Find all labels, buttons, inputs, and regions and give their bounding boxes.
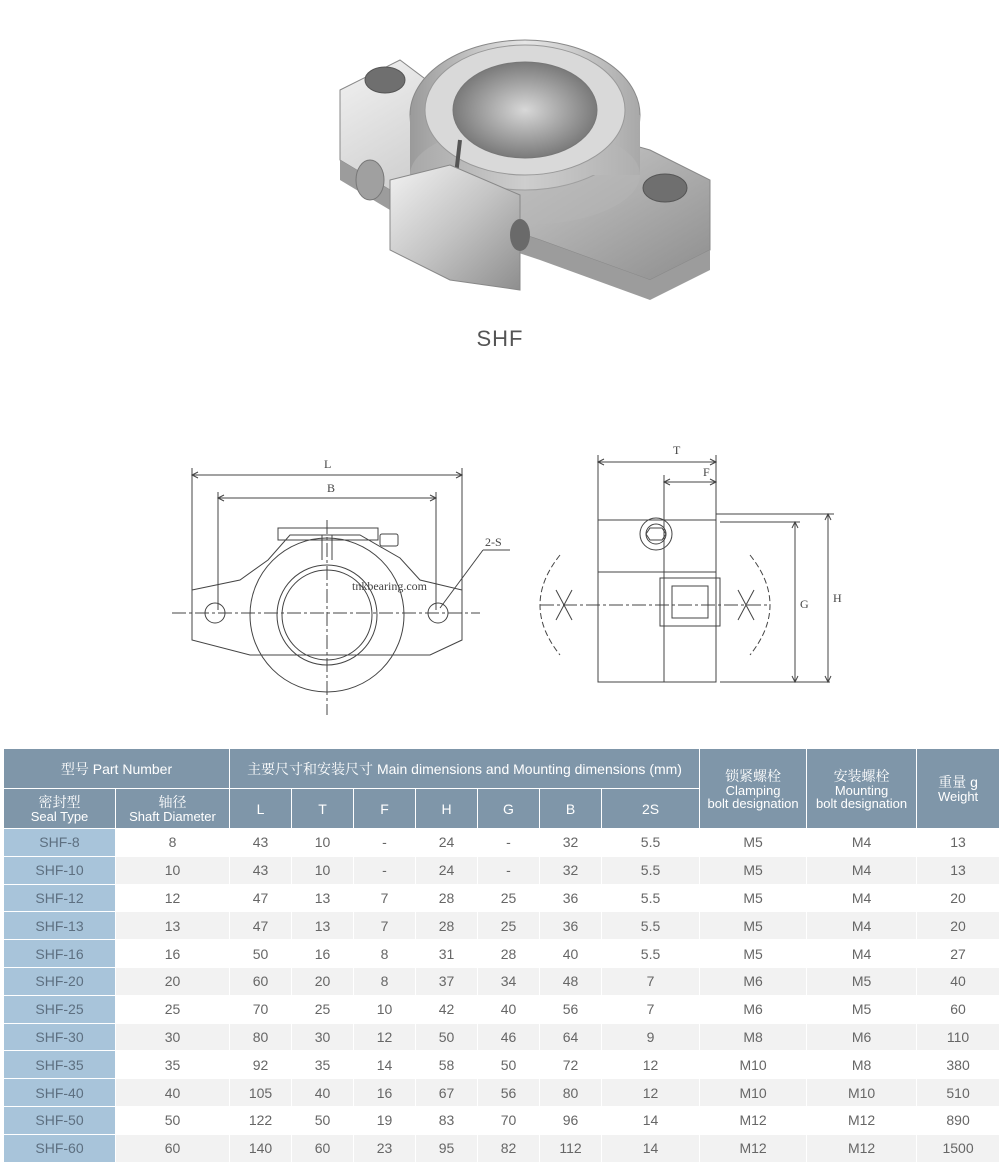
clamping-bolt-cell: M5 bbox=[700, 912, 807, 940]
t-cell: 20 bbox=[292, 967, 354, 995]
t-cell: 60 bbox=[292, 1134, 354, 1162]
f-cell: 10 bbox=[354, 995, 416, 1023]
table-row bbox=[4, 1106, 1000, 1134]
table-row bbox=[4, 829, 1000, 857]
mounting-bolt-cell: M4 bbox=[807, 856, 917, 884]
shaft-diameter-cell: 40 bbox=[116, 1079, 230, 1107]
seal-type-cell: SHF-60 bbox=[4, 1134, 116, 1162]
mounting-bolt-cell: M8 bbox=[807, 1051, 917, 1079]
b-cell: 64 bbox=[540, 1023, 602, 1051]
weight-cell: 40 bbox=[917, 967, 1000, 995]
g-cell: 70 bbox=[478, 1106, 540, 1134]
seal-type-cell: SHF-8 bbox=[4, 829, 116, 857]
g-cell: 40 bbox=[478, 995, 540, 1023]
g-cell: - bbox=[478, 829, 540, 857]
b-cell: 40 bbox=[540, 940, 602, 968]
seal-type-cell: SHF-12 bbox=[4, 884, 116, 912]
dim-label-t: T bbox=[673, 443, 681, 457]
seal-type-cell: SHF-20 bbox=[4, 967, 116, 995]
h-cell: 83 bbox=[416, 1106, 478, 1134]
h-cell: 37 bbox=[416, 967, 478, 995]
mounting-bolt-cell: M4 bbox=[807, 940, 917, 968]
dim-label-l: L bbox=[324, 457, 332, 471]
t-cell: 40 bbox=[292, 1079, 354, 1107]
seal-type-cell: SHF-10 bbox=[4, 856, 116, 884]
weight-cell: 20 bbox=[917, 912, 1000, 940]
2s-cell: 12 bbox=[602, 1051, 700, 1079]
shaft-diameter-cell: 20 bbox=[116, 967, 230, 995]
header-col-l: L bbox=[230, 789, 292, 829]
l-cell: 60 bbox=[230, 967, 292, 995]
mounting-bolt-cell: M5 bbox=[807, 967, 917, 995]
weight-cell: 110 bbox=[917, 1023, 1000, 1051]
mounting-bolt-cell: M6 bbox=[807, 1023, 917, 1051]
h-cell: 58 bbox=[416, 1051, 478, 1079]
header-part-number: 型号 Part Number bbox=[4, 749, 230, 789]
header-col-g: G bbox=[478, 789, 540, 829]
dim-label-2s: 2-S bbox=[485, 535, 502, 549]
l-cell: 43 bbox=[230, 856, 292, 884]
mounting-bolt-cell: M4 bbox=[807, 912, 917, 940]
weight-cell: 60 bbox=[917, 995, 1000, 1023]
clamping-bolt-cell: M6 bbox=[700, 967, 807, 995]
2s-cell: 9 bbox=[602, 1023, 700, 1051]
header-seal-type: 密封型 Seal Type bbox=[4, 789, 116, 829]
t-cell: 13 bbox=[292, 912, 354, 940]
header-col-2s: 2S bbox=[602, 789, 700, 829]
side-view bbox=[540, 443, 842, 682]
technical-drawing bbox=[0, 430, 1000, 730]
f-cell: 7 bbox=[354, 884, 416, 912]
clamping-bolt-cell: M5 bbox=[700, 829, 807, 857]
t-cell: 13 bbox=[292, 884, 354, 912]
g-cell: 82 bbox=[478, 1134, 540, 1162]
weight-cell: 20 bbox=[917, 884, 1000, 912]
b-cell: 36 bbox=[540, 884, 602, 912]
2s-cell: 5.5 bbox=[602, 912, 700, 940]
dim-label-b: B bbox=[327, 481, 336, 495]
f-cell: 19 bbox=[354, 1106, 416, 1134]
header-col-b: B bbox=[540, 789, 602, 829]
clamping-bolt-cell: M5 bbox=[700, 940, 807, 968]
g-cell: 25 bbox=[478, 884, 540, 912]
l-cell: 105 bbox=[230, 1079, 292, 1107]
l-cell: 70 bbox=[230, 995, 292, 1023]
table-row bbox=[4, 995, 1000, 1023]
l-cell: 140 bbox=[230, 1134, 292, 1162]
g-cell: 34 bbox=[478, 967, 540, 995]
model-label: SHF bbox=[476, 326, 524, 351]
l-cell: 47 bbox=[230, 884, 292, 912]
mounting-bolt-cell: M4 bbox=[807, 884, 917, 912]
b-cell: 112 bbox=[540, 1134, 602, 1162]
shaft-diameter-cell: 12 bbox=[116, 884, 230, 912]
header-main-dimensions: 主要尺寸和安装尺寸 Main dimensions and Mounting dimensions (mm) bbox=[230, 749, 700, 789]
f-cell: 16 bbox=[354, 1079, 416, 1107]
f-cell: - bbox=[354, 856, 416, 884]
h-cell: 31 bbox=[416, 940, 478, 968]
h-cell: 24 bbox=[416, 829, 478, 857]
mounting-bolt-cell: M12 bbox=[807, 1106, 917, 1134]
f-cell: - bbox=[354, 829, 416, 857]
t-cell: 30 bbox=[292, 1023, 354, 1051]
watermark: tnkbearing.com bbox=[352, 579, 427, 593]
2s-cell: 14 bbox=[602, 1134, 700, 1162]
t-cell: 10 bbox=[292, 856, 354, 884]
2s-cell: 5.5 bbox=[602, 884, 700, 912]
weight-cell: 890 bbox=[917, 1106, 1000, 1134]
t-cell: 35 bbox=[292, 1051, 354, 1079]
table-row bbox=[4, 967, 1000, 995]
shaft-diameter-cell: 10 bbox=[116, 856, 230, 884]
b-cell: 80 bbox=[540, 1079, 602, 1107]
b-cell: 32 bbox=[540, 856, 602, 884]
mounting-bolt-cell: M4 bbox=[807, 829, 917, 857]
clamping-bolt-cell: M10 bbox=[700, 1079, 807, 1107]
seal-type-cell: SHF-13 bbox=[4, 912, 116, 940]
seal-type-cell: SHF-30 bbox=[4, 1023, 116, 1051]
mounting-bolt-cell: M10 bbox=[807, 1079, 917, 1107]
weight-cell: 27 bbox=[917, 940, 1000, 968]
b-cell: 32 bbox=[540, 829, 602, 857]
clamping-bolt-cell: M8 bbox=[700, 1023, 807, 1051]
shaft-diameter-cell: 60 bbox=[116, 1134, 230, 1162]
header-mounting-bolt: 安装螺栓 Mounting bolt designation bbox=[807, 749, 917, 829]
h-cell: 24 bbox=[416, 856, 478, 884]
clamping-bolt-cell: M5 bbox=[700, 884, 807, 912]
clamping-bolt-cell: M6 bbox=[700, 995, 807, 1023]
weight-cell: 510 bbox=[917, 1079, 1000, 1107]
dim-label-f: F bbox=[703, 465, 710, 479]
g-cell: 46 bbox=[478, 1023, 540, 1051]
f-cell: 23 bbox=[354, 1134, 416, 1162]
b-cell: 48 bbox=[540, 967, 602, 995]
seal-type-cell: SHF-40 bbox=[4, 1079, 116, 1107]
shaft-diameter-cell: 8 bbox=[116, 829, 230, 857]
header-col-f: F bbox=[354, 789, 416, 829]
table-row bbox=[4, 884, 1000, 912]
h-cell: 42 bbox=[416, 995, 478, 1023]
b-cell: 96 bbox=[540, 1106, 602, 1134]
clamping-bolt-cell: M10 bbox=[700, 1051, 807, 1079]
2s-cell: 5.5 bbox=[602, 856, 700, 884]
seal-type-cell: SHF-35 bbox=[4, 1051, 116, 1079]
l-cell: 80 bbox=[230, 1023, 292, 1051]
t-cell: 25 bbox=[292, 995, 354, 1023]
f-cell: 8 bbox=[354, 967, 416, 995]
shaft-diameter-cell: 13 bbox=[116, 912, 230, 940]
weight-cell: 13 bbox=[917, 856, 1000, 884]
front-view bbox=[172, 457, 510, 715]
2s-cell: 5.5 bbox=[602, 829, 700, 857]
l-cell: 50 bbox=[230, 940, 292, 968]
shaft-diameter-cell: 35 bbox=[116, 1051, 230, 1079]
mounting-bolt-cell: M5 bbox=[807, 995, 917, 1023]
t-cell: 10 bbox=[292, 829, 354, 857]
table-row bbox=[4, 940, 1000, 968]
h-cell: 50 bbox=[416, 1023, 478, 1051]
g-cell: 56 bbox=[478, 1079, 540, 1107]
g-cell: 28 bbox=[478, 940, 540, 968]
header-clamping-bolt: 锁紧螺栓 Clamping bolt designation bbox=[700, 749, 807, 829]
mounting-bolt-cell: M12 bbox=[807, 1134, 917, 1162]
clamping-bolt-cell: M5 bbox=[700, 856, 807, 884]
2s-cell: 5.5 bbox=[602, 940, 700, 968]
2s-cell: 7 bbox=[602, 995, 700, 1023]
product-photo bbox=[320, 20, 740, 310]
table-row bbox=[4, 856, 1000, 884]
spec-table-body bbox=[4, 829, 1000, 1163]
clamping-bolt-cell: M12 bbox=[700, 1134, 807, 1162]
seal-type-cell: SHF-50 bbox=[4, 1106, 116, 1134]
t-cell: 16 bbox=[292, 940, 354, 968]
b-cell: 56 bbox=[540, 995, 602, 1023]
spec-table bbox=[3, 748, 1000, 1163]
shaft-diameter-cell: 16 bbox=[116, 940, 230, 968]
h-cell: 67 bbox=[416, 1079, 478, 1107]
g-cell: - bbox=[478, 856, 540, 884]
table-row bbox=[4, 912, 1000, 940]
2s-cell: 14 bbox=[602, 1106, 700, 1134]
f-cell: 12 bbox=[354, 1023, 416, 1051]
seal-type-cell: SHF-25 bbox=[4, 995, 116, 1023]
g-cell: 25 bbox=[478, 912, 540, 940]
l-cell: 47 bbox=[230, 912, 292, 940]
table-row bbox=[4, 1051, 1000, 1079]
b-cell: 36 bbox=[540, 912, 602, 940]
b-cell: 72 bbox=[540, 1051, 602, 1079]
header-col-h: H bbox=[416, 789, 478, 829]
l-cell: 122 bbox=[230, 1106, 292, 1134]
shaft-diameter-cell: 25 bbox=[116, 995, 230, 1023]
l-cell: 43 bbox=[230, 829, 292, 857]
dim-label-h: H bbox=[833, 591, 842, 605]
h-cell: 28 bbox=[416, 884, 478, 912]
h-cell: 28 bbox=[416, 912, 478, 940]
f-cell: 8 bbox=[354, 940, 416, 968]
2s-cell: 12 bbox=[602, 1079, 700, 1107]
table-row bbox=[4, 1079, 1000, 1107]
2s-cell: 7 bbox=[602, 967, 700, 995]
header-weight: 重量 g Weight bbox=[917, 749, 1000, 829]
g-cell: 50 bbox=[478, 1051, 540, 1079]
f-cell: 14 bbox=[354, 1051, 416, 1079]
weight-cell: 380 bbox=[917, 1051, 1000, 1079]
table-row bbox=[4, 1134, 1000, 1162]
shaft-diameter-cell: 50 bbox=[116, 1106, 230, 1134]
clamping-bolt-cell: M12 bbox=[700, 1106, 807, 1134]
f-cell: 7 bbox=[354, 912, 416, 940]
h-cell: 95 bbox=[416, 1134, 478, 1162]
t-cell: 50 bbox=[292, 1106, 354, 1134]
l-cell: 92 bbox=[230, 1051, 292, 1079]
shaft-diameter-cell: 30 bbox=[116, 1023, 230, 1051]
weight-cell: 1500 bbox=[917, 1134, 1000, 1162]
weight-cell: 13 bbox=[917, 829, 1000, 857]
table-row bbox=[4, 1023, 1000, 1051]
dim-label-g: G bbox=[800, 597, 809, 611]
header-col-t: T bbox=[292, 789, 354, 829]
header-shaft-diameter: 轴径 Shaft Diameter bbox=[116, 789, 230, 829]
seal-type-cell: SHF-16 bbox=[4, 940, 116, 968]
